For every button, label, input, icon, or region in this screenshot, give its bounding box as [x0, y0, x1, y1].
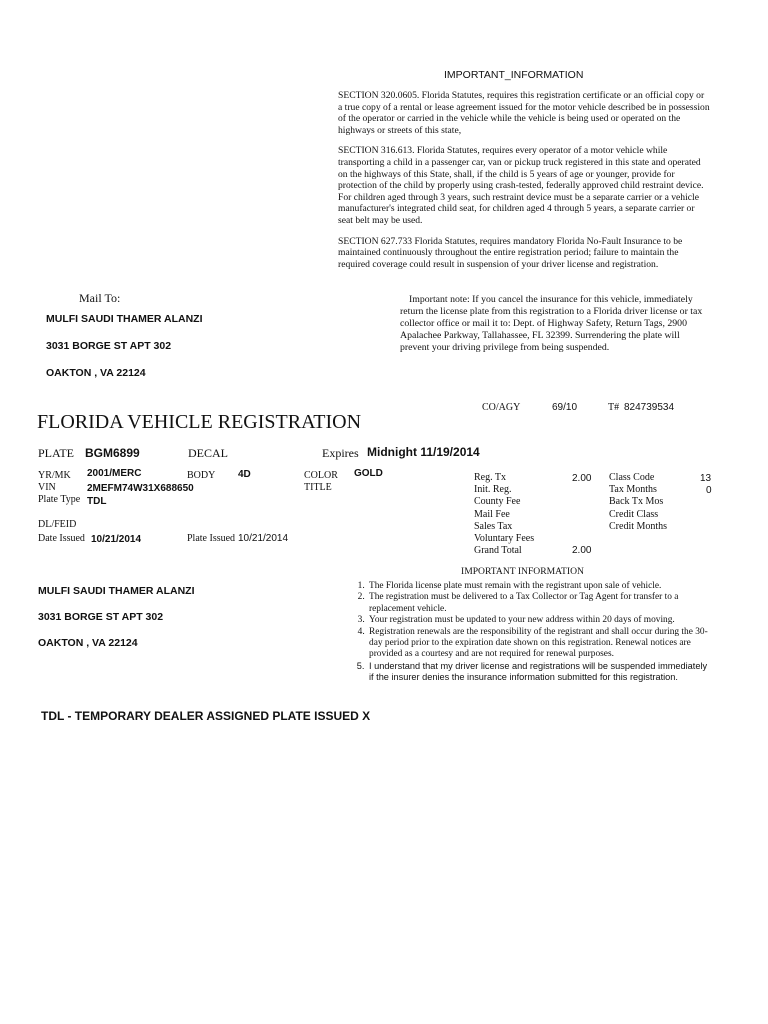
class-label: Tax Months: [609, 484, 657, 496]
class-label: Credit Class: [609, 508, 659, 520]
fee-label: County Fee: [474, 496, 521, 508]
title-label: TITLE: [304, 482, 332, 493]
section-627-paragraph: SECTION 627.733 Florida Statutes, requires mandatory Florida No-Fault Insurance to be maintained continuously throughout the entire registration period; failure to maintain the required coverage could result in suspension of your driver license and registration.: [338, 235, 683, 270]
class-labels: [609, 472, 699, 533]
fee-label: Sales Tax: [474, 520, 513, 532]
registrant-name: MULFI SAUDI THAMER ALANZI: [38, 585, 195, 597]
decal-label: DECAL: [188, 446, 228, 460]
yrmk-value: 2001/MERC: [87, 468, 142, 479]
yrmk-label: YR/MK: [38, 470, 71, 481]
important-information-bottom-heading: IMPORTANT INFORMATION: [461, 566, 584, 577]
section-320-paragraph: SECTION 320.0605. Florida Statutes, requires this registration certificate or an official copy or a true copy of a rental or lease agreement issued for the motor vehicle described be in possession of the operator or carried in the vehicle while the vehicle is being used or operated on the highways or streets of this state,: [338, 90, 710, 136]
list-item: 1. The Florida license plate must remain with the registrant upon sale of vehicle.: [367, 581, 710, 592]
co-agy-value: 69/10: [552, 402, 578, 413]
plate-issued-label: Plate Issued: [187, 533, 236, 544]
expires-value: Midnight 11/19/2014: [367, 445, 480, 459]
color-label: COLOR: [304, 470, 338, 481]
tax-months-value: 0: [706, 485, 712, 496]
vin-label: VIN: [38, 482, 56, 493]
fee-label: Reg. Tx: [474, 472, 507, 483]
dlfeid-label: DL/FEID: [38, 519, 77, 530]
t-number-value: 824739534: [624, 402, 675, 413]
co-agy-label: CO/AGY: [482, 402, 521, 413]
t-number-label: T#: [608, 402, 620, 413]
mail-to-name: MULFI SAUDI THAMER ALANZI: [46, 313, 203, 325]
mail-to-city: OAKTON , VA 22124: [46, 367, 146, 379]
grand-total-value: 2.00: [572, 545, 592, 556]
fee-label: Voluntary Fees: [474, 533, 535, 545]
registrant-street: 3031 BORGE ST APT 302: [38, 611, 164, 623]
plate-type-value: TDL: [87, 496, 107, 507]
date-issued-value: 10/21/2014: [91, 534, 142, 545]
important-information-heading: IMPORTANT_INFORMATION: [444, 69, 584, 81]
expires-label: Expires: [322, 446, 359, 460]
page-title: FLORIDA VEHICLE REGISTRATION: [37, 411, 362, 433]
plate-issued-value: 10/21/2014: [238, 533, 289, 544]
class-label: Credit Months: [609, 520, 668, 532]
fee-label: Grand Total: [474, 545, 522, 557]
class-label: Class Code: [609, 472, 655, 483]
important-information-text: [338, 90, 710, 270]
mail-to-street: 3031 BORGE ST APT 302: [46, 340, 172, 352]
mail-to-label: Mail To:: [79, 291, 121, 305]
class-code-value: 13: [700, 473, 712, 484]
date-issued-label: Date Issued: [38, 533, 85, 544]
list-item: 5. I understand that my driver license and registrations will be suspended immediately if the insurer denies the insurance information submitted for this registration.: [367, 661, 710, 684]
plate-value: BGM6899: [85, 446, 140, 460]
tdl-plate-note: TDL - TEMPORARY DEALER ASSIGNED PLATE ISSUED X: [41, 709, 371, 723]
important-information-list: [353, 581, 710, 684]
fee-label: Mail Fee: [474, 508, 510, 520]
list-item: 2. The registration must be delivered to a Tax Collector or Tag Agent for transfer to a replacement vehicle.: [367, 592, 710, 615]
body-value: 4D: [238, 469, 251, 480]
class-label: Back Tx Mos: [609, 496, 664, 508]
plate-type-label: Plate Type: [38, 494, 81, 505]
list-item: 4. Registration renewals are the responsibility of the registrant and shall occur during the 30-day period prior to the expiration date shown on this registration. Renewal notices are provided as a courtesy and are not required for renewal purposes.: [367, 627, 710, 661]
section-316-paragraph: SECTION 316.613. Florida Statutes, requires every operator of a motor vehicle while transporting a child in a passenger car, van or pickup truck registered in this state and operated on the highways of this State, shall, if the child is 5 years of age or younger, provide for protection of the child by properly using crash-tested, federally approved child restraint device. For children aged through 3 years, such restraint device must be a separate carrier or a vehicle manufacturer's integrated child seat, for children aged 4 through 5 years, a separate carrier or seat belt may be used.: [338, 145, 704, 226]
reg-tx-value: 2.00: [572, 473, 592, 484]
plate-label: PLATE: [38, 446, 74, 460]
list-item: 3. Your registration must be updated to your new address within 20 days of moving.: [367, 615, 710, 626]
vin-value: 2MEFM74W31X688650: [87, 483, 194, 494]
fee-labels: [474, 472, 564, 557]
registrant-city: OAKTON , VA 22124: [38, 637, 138, 649]
important-note: Important note: If you cancel the insurance for this vehicle, immediately return the license plate from this registration to a Florida driver license or tax collector office or mail it to: Dept. of Highway Safety, Return Tags, 2900 Apalachee Parkway, Tallahassee, FL 32399. Surrendering the plate will prevent your driving privilege from being suspended.: [400, 294, 703, 353]
body-label: BODY: [187, 470, 216, 481]
color-value: GOLD: [354, 468, 383, 479]
fee-label: Init. Reg.: [474, 484, 512, 496]
